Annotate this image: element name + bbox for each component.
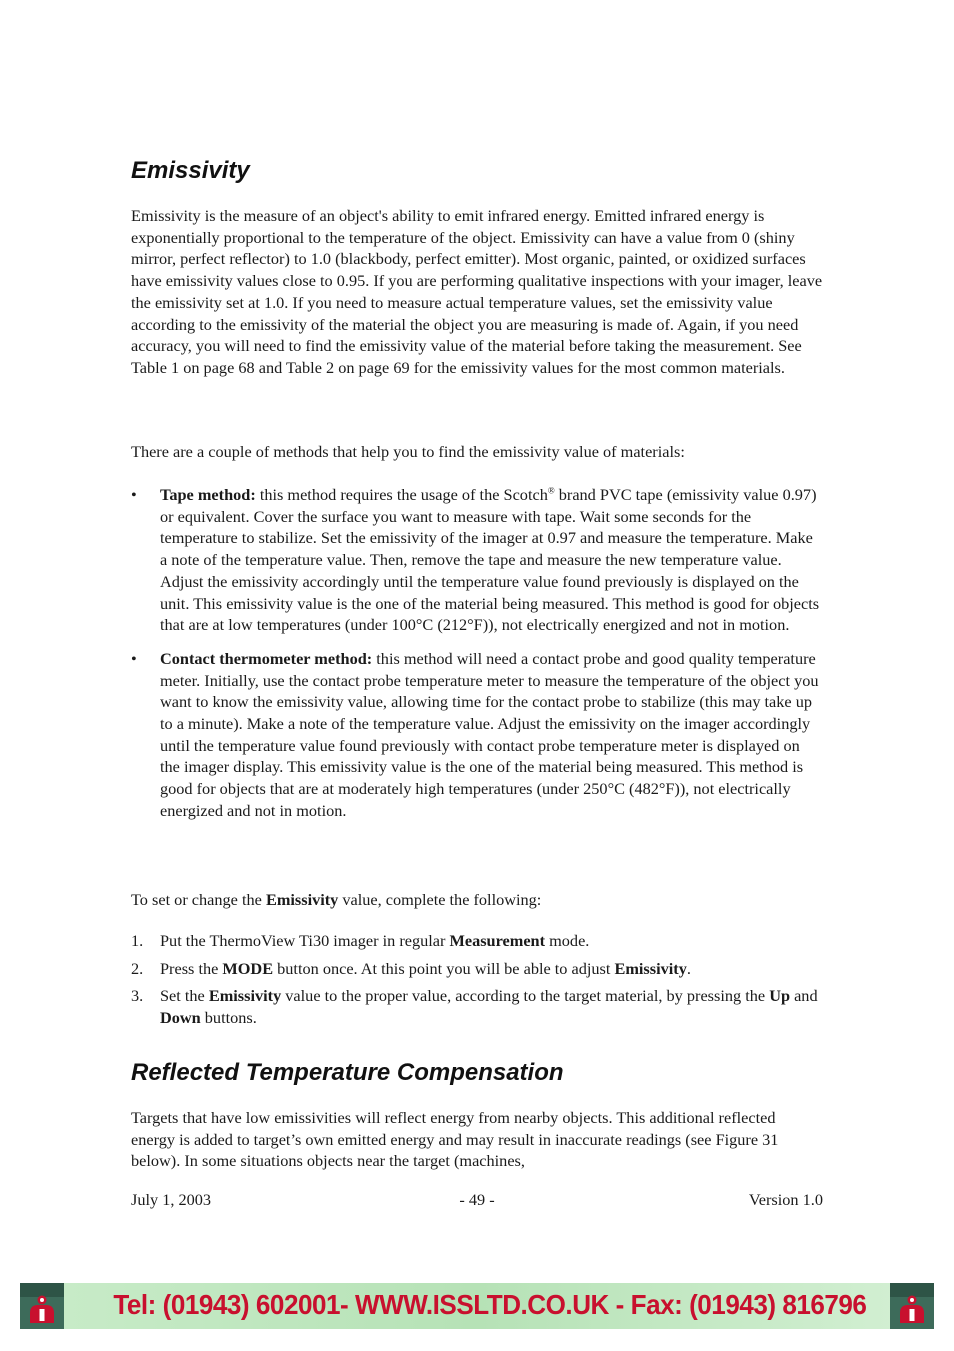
step-number: 2. <box>131 958 144 978</box>
list-item-tape-method <box>131 484 823 636</box>
step-text: value to the proper value, according to the target material, by pressing the <box>281 986 770 1006</box>
step-bold: MODE <box>222 958 274 978</box>
step-text: Press the <box>160 958 223 978</box>
bullet-icon: • <box>131 648 137 668</box>
step-text: Put the ThermoView Ti30 imager in regular <box>160 931 450 950</box>
registered-mark: ® <box>547 485 555 496</box>
step-bold: Down <box>160 1008 201 1028</box>
methods-intro-paragraph: There are a couple of methods that help you to find the emissivity value of materials: <box>131 442 685 461</box>
step-text: mode. <box>545 931 590 950</box>
heading-emissivity: Emissivity <box>131 157 250 184</box>
set-emissivity-paragraph <box>131 889 823 911</box>
bullet-icon: • <box>131 485 137 504</box>
step-number: 3. <box>131 986 144 1006</box>
tape-method-title: Tape method: <box>160 485 256 504</box>
page-footer <box>131 1190 823 1214</box>
contact-method-text: this method will need a contact probe and good quality temperature meter. Initially, use the contact probe temperature meter to measure the temperature of the object you want to know the emissivity value, allowing time for the contact probe to stabilize (this may take up to a minute). Make a note of the temperature value. Adjust the emissivity on the imager accordingly until the temperature value found previously with contact probe temperature meter is displayed on the imager display. This emissivity value is the one of the material being measured. This method is good for objects that are at moderately high temperatures (under 250°C (482°F)), not electrically energized and not in motion. <box>160 648 819 820</box>
footer-version: Version 1.0 <box>748 1190 823 1209</box>
step-bold: Emissivity <box>208 986 282 1006</box>
step-1 <box>131 930 823 952</box>
tape-method-text-1: this method requires the usage of the Scotch <box>255 485 548 504</box>
info-i-icon <box>20 1283 64 1329</box>
step-3 <box>131 985 823 1028</box>
step-text: buttons. <box>200 1008 257 1028</box>
contact-banner <box>20 1283 934 1329</box>
emissivity-intro-paragraph: Emissivity is the measure of an object's ability to emit infrared energy. Emitted infrared energy is exponentially proportional to the temperature of the object. Emissivity can have a value from 0 (shiny mirror, perfect reflector) to 1.0 (blackbody, perfect emitter). Most organic, painted, or oxidized surfaces have emissivity values close to 0.95. If you are performing qualitative inspections with your imager, leave the emissivity set at 1.0. If you need to measure actual temperature values, set the emissivity value according to the emissivity of the material the object you are measuring is made of. Again, if you need accuracy, you will need to find the emissivity value of the material before taking the measurement. See Table 1 on page 68 and Table 2 on page 69 for the emissivity values for the most common materials. <box>131 206 823 377</box>
list-item-contact-method <box>131 648 823 822</box>
heading-reflected-temperature: Reflected Temperature Compensation <box>131 1059 564 1086</box>
footer-date: July 1, 2003 <box>131 1190 212 1209</box>
methods-list <box>131 484 823 834</box>
contact-method-title: Contact thermometer method: <box>160 648 373 668</box>
step-text: . <box>686 958 691 978</box>
set-emissivity-bold: Emissivity <box>265 890 339 909</box>
tape-method-text-2: brand PVC tape (emissivity value 0.97) or equivalent. Cover the surface you want to measure with tape. Wait some seconds for the temperature to stabilize. Set the emissivity of the imager at 0.97 and measure the temperature. Make a note of the temperature value. Then, remove the tape and measure the new temperature value. Adjust the emissivity accordingly until the temperature value found previously is displayed on the unit. This emissivity value is the one of the material being measured. This method is good for objects that are at low temperatures (under 100°C (212°F)), not electrically energized and not in motion. <box>160 485 820 635</box>
step-text: and <box>790 986 818 1006</box>
info-i-icon <box>890 1283 934 1329</box>
steps-list <box>131 930 823 1035</box>
step-2 <box>131 958 823 980</box>
banner-contact-text: Tel: (01943) 602001- WWW.ISSLTD.CO.UK - Fax: (01943) 816796 <box>113 1289 867 1320</box>
set-emissivity-text-2: value, complete the following: <box>338 890 542 909</box>
step-bold: Up <box>769 986 791 1006</box>
step-bold: Measurement <box>449 931 546 950</box>
footer-page-number: - 49 - <box>459 1190 495 1209</box>
step-bold: Emissivity <box>614 958 687 978</box>
reflected-intro-paragraph: Targets that have low emissivities will reflect energy from nearby objects. This additional reflected energy is added to target’s own emitted energy and may result in inaccurate readings (see Figure 31 below). In some situations objects near the target (machines, <box>131 1108 779 1171</box>
step-text: Set the <box>160 986 209 1006</box>
step-number: 1. <box>131 931 144 950</box>
step-text: button once. At this point you will be able to adjust <box>273 958 615 978</box>
set-emissivity-text-1: To set or change the <box>131 890 266 909</box>
